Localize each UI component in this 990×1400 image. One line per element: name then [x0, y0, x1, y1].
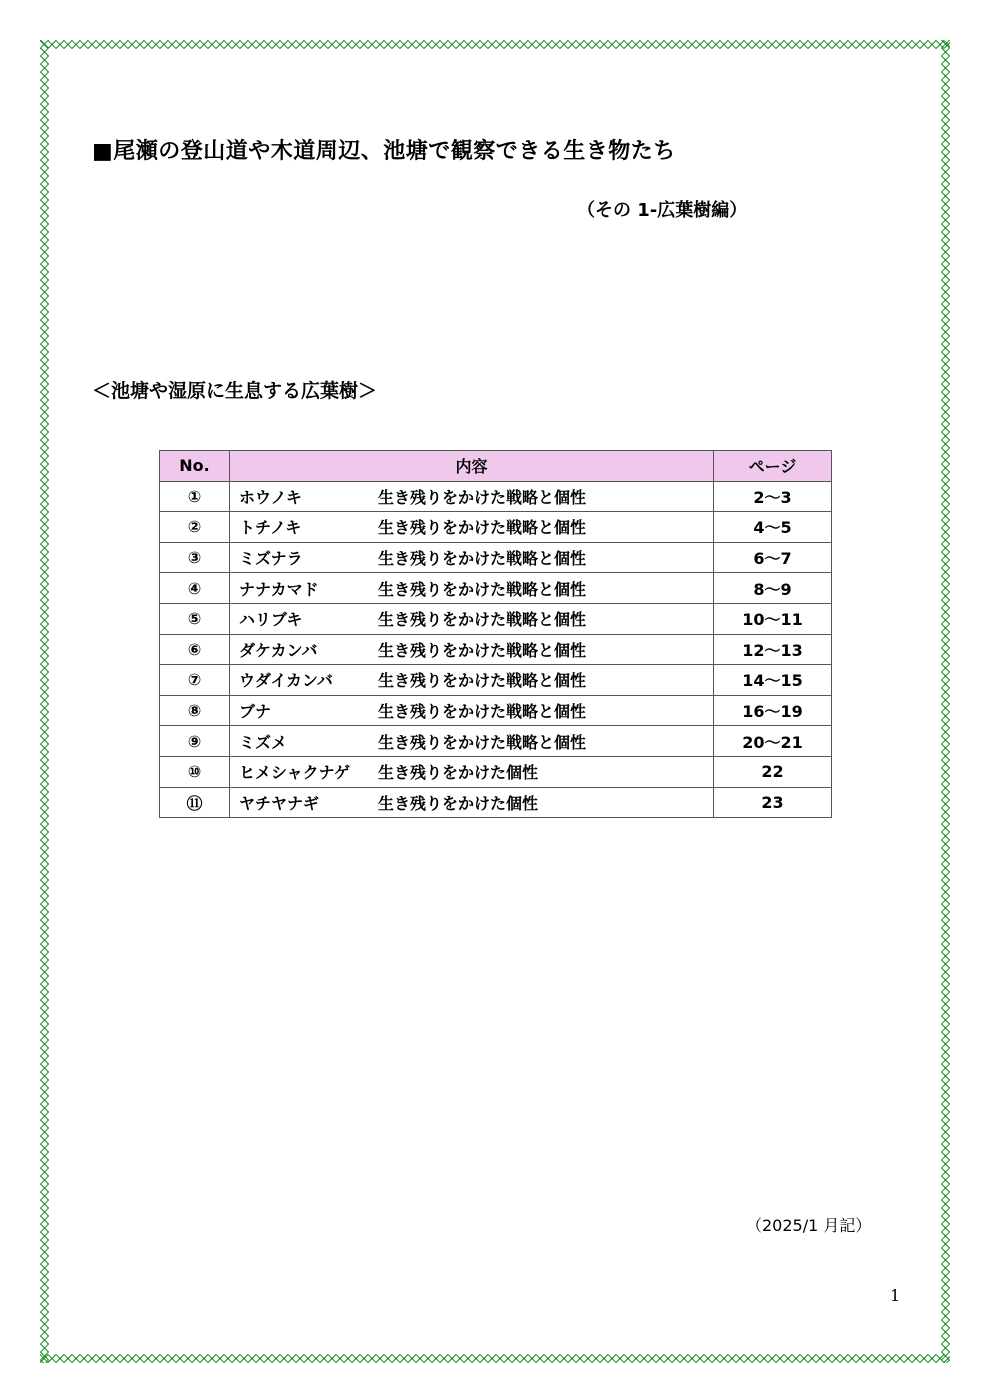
tree-name: ブナ [239, 702, 272, 722]
tree-name: トチノキ [239, 518, 302, 538]
row-page: 20～21 [714, 726, 832, 757]
tree-border-left [40, 40, 49, 1363]
tree-name: ヤチヤナギ [239, 793, 320, 813]
tree-border-top [40, 40, 950, 49]
row-page: 16～19 [714, 695, 832, 726]
row-description: 生き残りをかけた戦略と個性 [378, 702, 587, 722]
contents-table [159, 450, 832, 818]
table-row [160, 573, 832, 604]
header-no: No. [160, 451, 230, 482]
table-row [160, 481, 832, 512]
row-content [230, 695, 714, 726]
table-row [160, 634, 832, 665]
header-page: ページ [714, 451, 832, 482]
table-row [160, 603, 832, 634]
document-title: ■尾瀬の登山道や木道周辺、池塘で観察できる生き物たち [92, 139, 676, 164]
row-content [230, 787, 714, 818]
row-content [230, 634, 714, 665]
table-row [160, 542, 832, 573]
tree-name: ホウノキ [239, 487, 302, 507]
page-number: 1 [890, 1286, 901, 1305]
row-page: 8～9 [714, 573, 832, 604]
row-number: ⑧ [160, 695, 230, 726]
row-page: 6～7 [714, 542, 832, 573]
row-number: ① [160, 481, 230, 512]
row-content [230, 603, 714, 634]
row-number: ⑨ [160, 726, 230, 757]
date-note: （2025/1 月記） [746, 1216, 872, 1235]
table-row [160, 665, 832, 696]
table-row [160, 695, 832, 726]
tree-name: ヒメシャクナゲ [239, 763, 351, 783]
row-description: 生き残りをかけた戦略と個性 [378, 549, 587, 569]
section-heading: ＜池塘や湿原に生息する広葉樹＞ [92, 380, 378, 402]
table-row [160, 756, 832, 787]
row-page: 14～15 [714, 665, 832, 696]
row-number: ② [160, 512, 230, 543]
row-description: 生き残りをかけた戦略と個性 [378, 579, 587, 599]
tree-name: ミズナラ [239, 549, 303, 569]
row-number: ③ [160, 542, 230, 573]
table-body [160, 481, 832, 818]
tree-name: ウダイカンバ [239, 671, 333, 691]
tree-name: ハリブキ [239, 610, 303, 630]
row-page: 2～3 [714, 481, 832, 512]
row-page: 12～13 [714, 634, 832, 665]
table-row [160, 787, 832, 818]
row-description: 生き残りをかけた戦略と個性 [378, 610, 587, 630]
row-number: ④ [160, 573, 230, 604]
row-description: 生き残りをかけた戦略と個性 [378, 732, 587, 752]
row-description: 生き残りをかけた戦略と個性 [378, 518, 587, 538]
row-description: 生き残りをかけた戦略と個性 [378, 671, 587, 691]
row-number: ⑦ [160, 665, 230, 696]
row-description: 生き残りをかけた個性 [378, 763, 539, 783]
table-row [160, 512, 832, 543]
row-content [230, 726, 714, 757]
header-content: 内容 [230, 451, 714, 482]
tree-name: ミズメ [239, 732, 288, 752]
tree-border-bottom [40, 1354, 950, 1363]
row-number: ⑪ [160, 787, 230, 818]
row-number: ⑩ [160, 756, 230, 787]
row-content [230, 665, 714, 696]
tree-border-right [941, 40, 950, 1363]
row-description: 生き残りをかけた戦略と個性 [378, 487, 587, 507]
document-subtitle: （その 1-広葉樹編） [577, 200, 748, 221]
row-content [230, 573, 714, 604]
row-content [230, 542, 714, 573]
row-page: 22 [714, 756, 832, 787]
row-number: ⑤ [160, 603, 230, 634]
tree-name: ダケカンバ [239, 640, 318, 660]
row-description: 生き残りをかけた戦略と個性 [378, 640, 587, 660]
row-page: 23 [714, 787, 832, 818]
row-page: 4～5 [714, 512, 832, 543]
row-content [230, 512, 714, 543]
row-content [230, 481, 714, 512]
table-header-row [160, 451, 832, 482]
table-row [160, 726, 832, 757]
row-description: 生き残りをかけた個性 [378, 793, 539, 813]
row-page: 10～11 [714, 603, 832, 634]
tree-name: ナナカマド [239, 579, 319, 599]
row-number: ⑥ [160, 634, 230, 665]
row-content [230, 756, 714, 787]
